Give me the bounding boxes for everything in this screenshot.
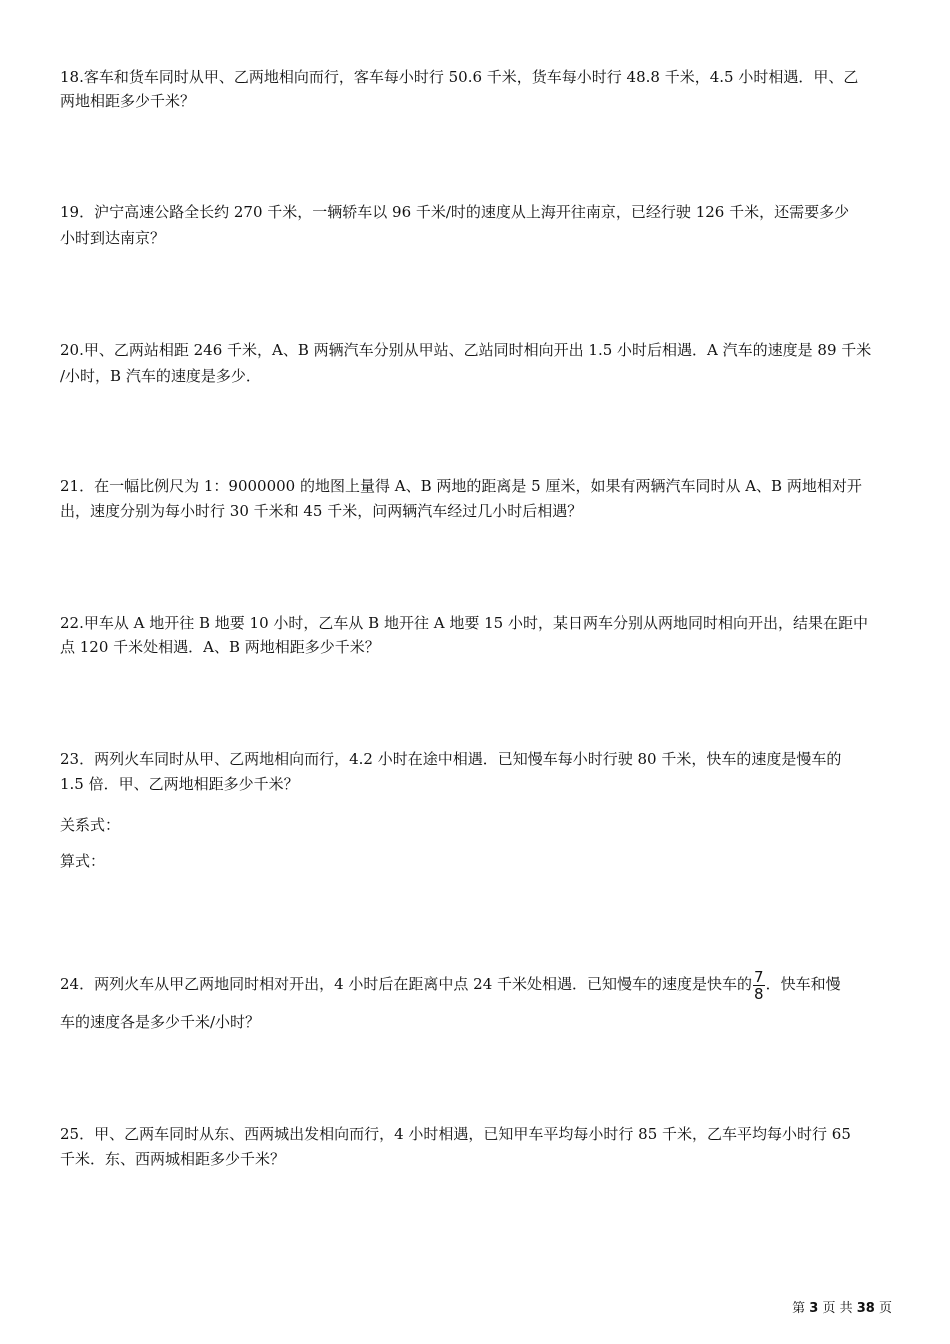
problem-21-line-2: 出，速度分别为每小时行 30 千米和 45 千米，问两辆汽车经过几小时后相遇？ <box>60 502 583 520</box>
fraction-numerator: 7 <box>754 967 764 986</box>
problem-20-line-2: /小时，B 汽车的速度是多少． <box>60 367 261 385</box>
footer-suffix: 页 <box>878 1301 892 1316</box>
problem-18-line-2: 两地相距多少千米？ <box>60 92 196 110</box>
footer-total-pages: 38 <box>856 1301 875 1316</box>
page-footer <box>792 1300 892 1318</box>
formula-label: 算式： <box>60 852 106 870</box>
footer-middle: 页 共 <box>822 1301 853 1316</box>
fraction-seven-eighths <box>753 969 765 1002</box>
problem-23-line-2: 1.5 倍．甲、乙两地相距多少千米？ <box>60 775 299 793</box>
relation-label: 关系式： <box>60 816 121 834</box>
problem-24-text-after: ．快车和慢 <box>765 975 841 993</box>
problem-18-line-1: 18.客车和货车同时从甲、乙两地相向而行，客车每小时行 50.6 千米，货车每小时行 48.8 千米，4.5 小时相遇．甲、乙 <box>60 68 859 86</box>
footer-page-number: 3 <box>809 1301 819 1316</box>
problem-25-line-1: 25．甲、乙两车同时从东、西两城出发相向而行，4 小时相遇，已知甲车平均每小时行 85 千米，乙车平均每小时行 65 <box>60 1125 851 1143</box>
problem-22-line-2: 点 120 千米处相遇．A、B 两地相距多少千米？ <box>60 638 380 656</box>
problem-21-line-1: 21．在一幅比例尺为 1：9000000 的地图上量得 A、B 两地的距离是 5 厘米，如果有两辆汽车同时从 A、B 两地相对开 <box>60 477 862 495</box>
fraction-denominator: 8 <box>754 984 764 1003</box>
problem-22-line-1: 22.甲车从 A 地开往 B 地要 10 小时，乙车从 B 地开往 A 地要 15 小时，某日两车分别从两地同时相向开出，结果在距中 <box>60 614 868 632</box>
problem-24-line-2: 车的速度各是多少千米/小时？ <box>60 1013 261 1031</box>
problem-19-line-2: 小时到达南京？ <box>60 229 166 247</box>
problem-25-line-2: 千米．东、西两城相距多少千米？ <box>60 1150 286 1168</box>
problem-20-line-1: 20.甲、乙两站相距 246 千米，A、B 两辆汽车分别从甲站、乙站同时相向开出 1.5 小时后相遇．A 汽车的速度是 89 千米 <box>60 341 872 359</box>
footer-prefix: 第 <box>792 1301 806 1316</box>
problem-24-text-before: 24．两列火车从甲乙两地同时相对开出，4 小时后在距离中点 24 千米处相遇．已知慢车的速度是快车的 <box>60 975 753 993</box>
problem-24-line-1 <box>60 962 892 1006</box>
problem-23-line-1: 23．两列火车同时从甲、乙两地相向而行，4.2 小时在途中相遇．已知慢车每小时行驶 80 千米，快车的速度是慢车的 <box>60 750 842 768</box>
problem-19-line-1: 19．沪宁高速公路全长约 270 千米，一辆轿车以 96 千米/时的速度从上海开往南京，已经行驶 126 千米，还需要多少 <box>60 203 850 221</box>
